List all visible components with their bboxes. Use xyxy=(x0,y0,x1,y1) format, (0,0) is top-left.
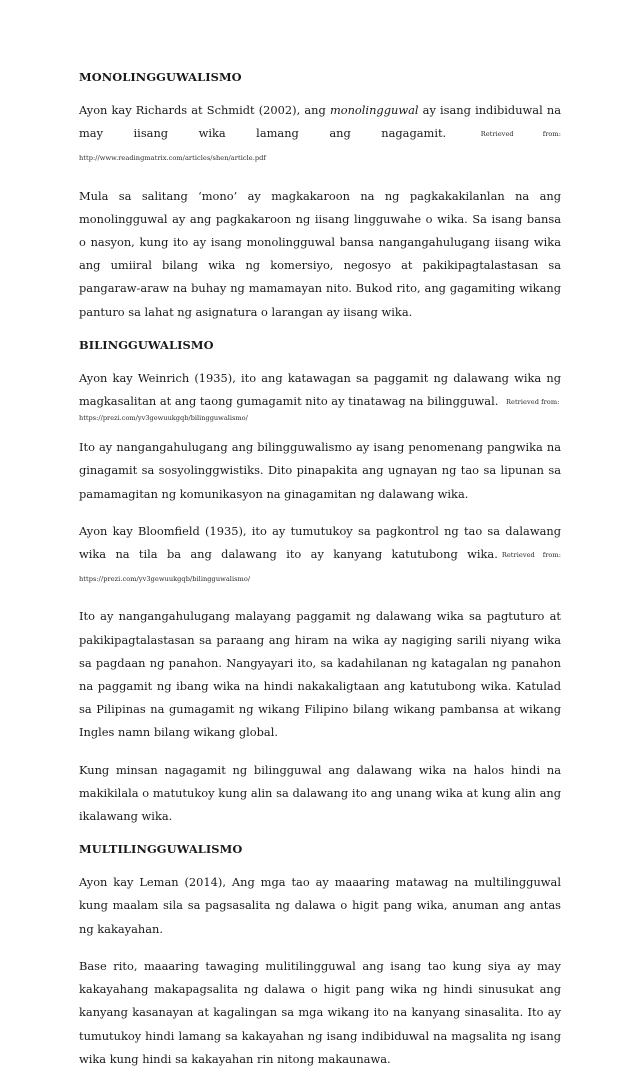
mono-definition-text-start: Ayon kay Richards at Schmidt (2002), ang xyxy=(79,103,330,117)
paragraph-mono-definition xyxy=(79,99,561,171)
bi-citation-label: Retrieved from: xyxy=(505,398,560,407)
paragraph-multi-definition: Ayon kay Leman (2014), Ang mga tao ay maaaring matawag na multilingguwal kung maalam sila sa pagsasalita ng dalawa o higit pang wika, anuman ang antas ng kakayahan. xyxy=(79,875,561,936)
paragraph-bi-phenomenon: Ito ay nangangahulugang ang bilingguwalismo ay isang penomenang pangwika na ginagamit sa sosyolinggwistiks. Dito pinapakita ang ugnayan ng tao sa lipunan sa pamamagitan ng komunikasyon na ginagamitan ng dalawang wika. xyxy=(79,440,561,501)
mono-citation: Retrieved from: http://www.readingmatrix.com/articles/shen/article.pdf xyxy=(79,130,561,163)
bi-citation-url: https://prezi.com/yv3gewuukgqb/bilingguwalismo/ xyxy=(79,414,248,423)
paragraph-multi-explanation: Base rito, maaaring tawaging mulitilingguwal ang isang tao kung siya ay may kakayahang makapagsalita ng dalawa o higit pang wika ng hindi sinusukat ang kanyang kasanayan at kagalingan sa mga wikang ito na kanyang sinasalita. Ito ay tumutukoy hindi lamang sa kakayahan ng isang indibiduwal na magsalita ng isang wika kung hindi sa kakayahan rin nitong makaunawa. xyxy=(79,958,561,1066)
paragraph-bi-definition xyxy=(79,367,561,424)
mono-definition-text-end: ay isang indibiduwal na may iisang wika lamang ang nagagamit. xyxy=(79,103,561,141)
mono-term: monolingguwal xyxy=(329,103,419,117)
bi-bloomfield-citation: Retrieved from: https://prezi.com/yv3gewuukgqb/bilingguwalismo/ xyxy=(79,551,561,584)
heading-multilingguwalismo: MULTILINGGUWALISMO xyxy=(79,842,243,857)
paragraph-bi-indistinct: Kung minsan nagagamit ng bilingguwal ang dalawang wika na halos hindi na makikilala o matutukoy kung alin sa dalawang ito ang unang wika at kung alin ang ikalawang wika. xyxy=(79,762,561,824)
paragraph-bi-usage: Ito ay nangangahulugang malayang paggamit ng dalawang wika sa pagtuturo at pakikipagtalastasan sa paraang ang hiram na wika ay nagiging sarili niyang wika sa pagdaan ng panahon. Nangyayari ito, sa kadahilanan ng katagalan ng panahon na paggamit ng ibang wika na hindi nakakaligtaan ang katutubong wika. Katulad sa Pilipinas na gumagamit ng wikang Filipino bilang wikang pambansa at wikang Ingles namn bilang wikang global. xyxy=(79,609,561,740)
paragraph-mono-explanation: Mula sa salitang ‘mono’ ay magkakaroon na ng pagkakakilanlan na ang monolingguwal ay ang pagkakaroon ng iisang lingguwahe o wika. Sa isang bansa o nasyon, kung ito ay isang monolingguwal bansa nangangahulugang iisang wika ang umiiral bilang wika ng komersiyo, negosyo at pakikipagtalastasan sa pangaraw-araw na buhay ng mamamayan nito. Bukod rito, ang gagamiting wikang panturo sa lahat ng asignatura o larangan ay iisang wika. xyxy=(79,188,561,319)
paragraph-bi-bloomfield xyxy=(79,520,561,592)
bi-bloomfield-text: Ayon kay Bloomfield (1935), ito ay tumutukoy sa pagkontrol ng tao sa dalawang wika na tila ba ang dalawang ito ay kanyang katutubong wika. xyxy=(79,523,561,562)
document-page xyxy=(79,70,561,1085)
heading-monolingguwalismo: MONOLINGGUWALISMO xyxy=(79,70,242,84)
heading-bilingguwalismo: BILINGGUWALISMO xyxy=(79,337,214,352)
bi-definition-text: Ayon kay Weinrich (1935), ito ang katawagan sa paggamit ng dalawang wika ng magkasalitan at ang taong gumagamit nito ay tinatawag na bilingguwal. xyxy=(79,370,561,409)
